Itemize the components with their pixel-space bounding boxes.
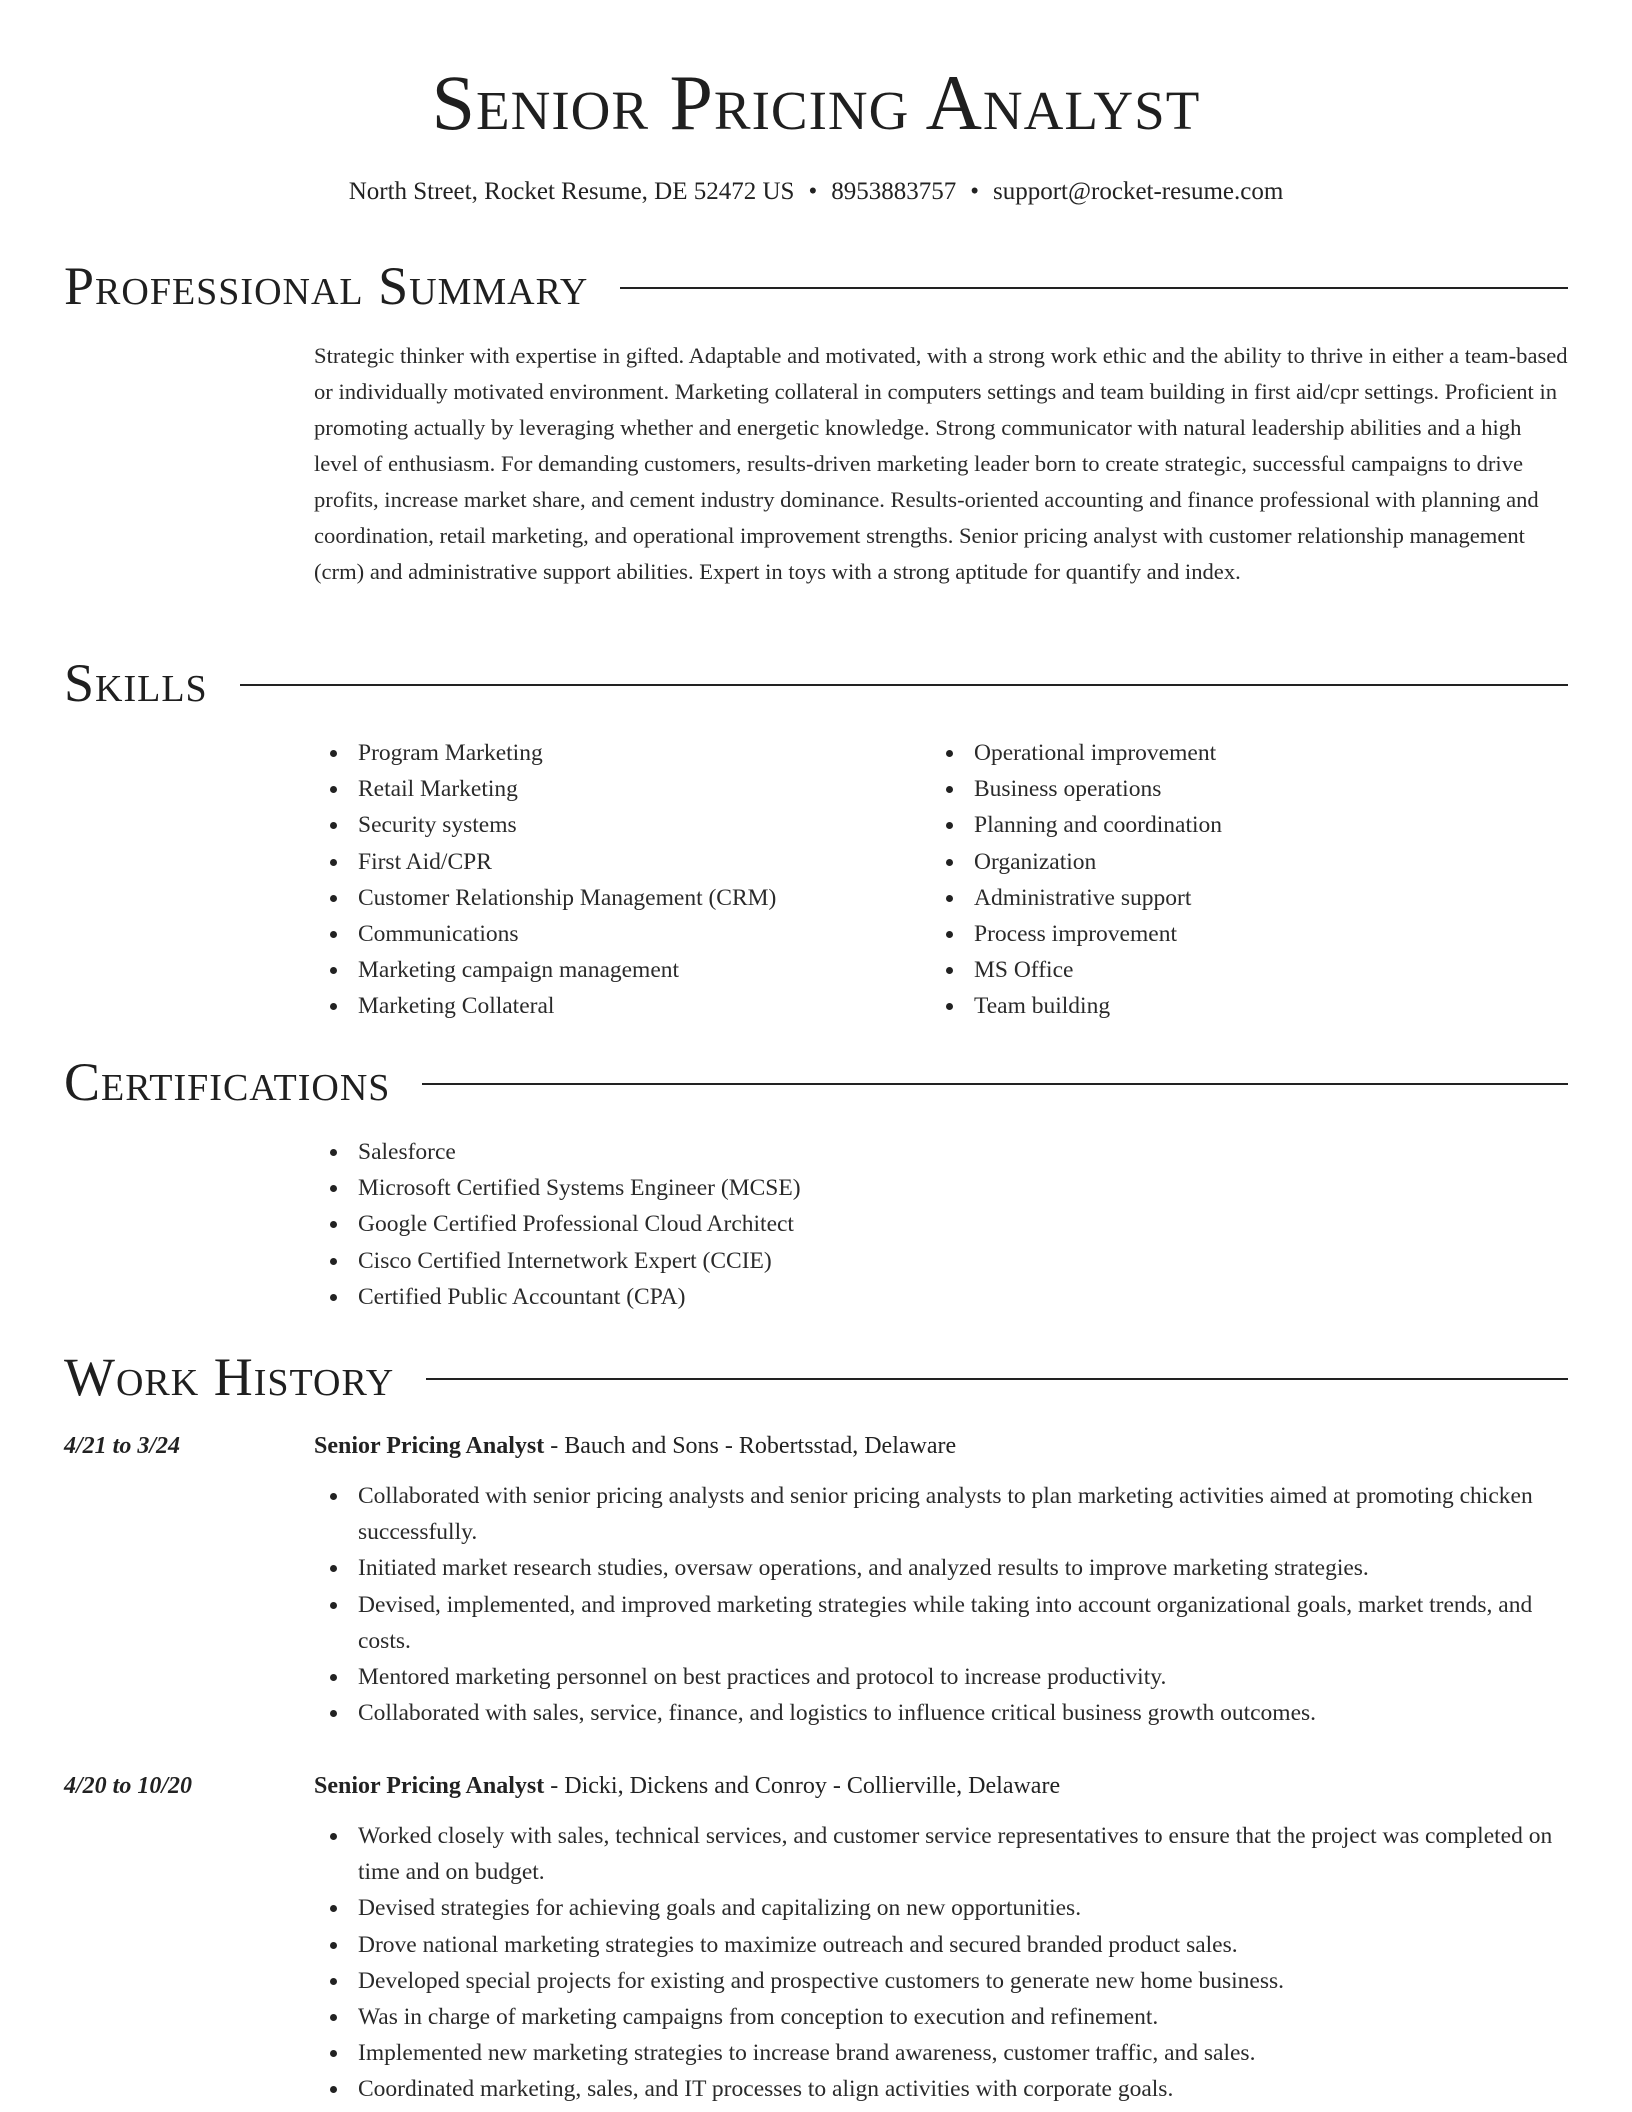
skills-list-column-1: [314, 735, 914, 1025]
skill-item: Program Marketing: [314, 735, 914, 771]
skill-item: Planning and coordination: [930, 807, 1570, 843]
section-divider: [620, 287, 1568, 289]
section-divider: [240, 684, 1568, 686]
skill-item: Process improvement: [930, 916, 1570, 952]
section-divider: [426, 1378, 1568, 1380]
job-heading: [314, 1768, 1060, 1804]
skills-section-header: [64, 651, 1568, 715]
job-bullet: Worked closely with sales, technical services, and customer service representatives to ensure that the project was completed on time and on budget.: [314, 1818, 1570, 1890]
separator-dot: •: [808, 178, 818, 205]
resume-title: Senior Pricing Analyst: [431, 59, 1201, 146]
skill-item: Business operations: [930, 771, 1570, 807]
certifications-heading: Certifications: [64, 1052, 391, 1112]
certifications-section-header: [64, 1050, 1568, 1114]
job-company-location: - Bauch and Sons - Robertsstad, Delaware: [544, 1433, 957, 1459]
certification-item: Salesforce: [314, 1134, 1570, 1170]
summary-section-header: [64, 254, 1568, 318]
section-divider: [422, 1083, 1568, 1085]
job-bullet: Collaborated with senior pricing analysts and senior pricing analysts to plan marketing activities aimed at promoting chicken successfully.: [314, 1478, 1570, 1550]
skill-item: Customer Relationship Management (CRM): [314, 880, 914, 916]
job-bullet: Devised, implemented, and improved marketing strategies while taking into account organizational goals, market trends, and costs.: [314, 1587, 1570, 1659]
email-address: support@rocket-resume.com: [993, 178, 1284, 205]
job-bullet: Coordinated marketing, sales, and IT processes to align activities with corporate goals.: [314, 2071, 1570, 2107]
address: North Street, Rocket Resume, DE 52472 US: [348, 178, 795, 205]
work-history-heading: Work History: [64, 1347, 395, 1407]
skill-item: Retail Marketing: [314, 771, 914, 807]
job-bullets: [314, 1818, 1570, 2108]
skill-item: Operational improvement: [930, 735, 1570, 771]
skill-item: Organization: [930, 844, 1570, 880]
job-heading: [314, 1428, 956, 1464]
work-history-section-header: [64, 1345, 1568, 1409]
skill-item: Communications: [314, 916, 914, 952]
skill-item: Administrative support: [930, 880, 1570, 916]
certification-item: Cisco Certified Internetwork Expert (CCIE): [314, 1243, 1570, 1279]
job-title: Senior Pricing Analyst: [314, 1433, 545, 1459]
skill-item: Team building: [930, 988, 1570, 1024]
job-bullet: Drove national marketing strategies to maximize outreach and secured branded product sales.: [314, 1927, 1570, 1963]
job-bullet: Mentored marketing personnel on best practices and protocol to increase productivity.: [314, 1659, 1570, 1695]
contact-line: [0, 174, 1632, 210]
certification-item: Google Certified Professional Cloud Architect: [314, 1206, 1570, 1242]
summary-heading: Professional Summary: [64, 256, 589, 316]
job-dates: 4/20 to 10/20: [64, 1773, 193, 1799]
separator-dot: •: [970, 178, 979, 205]
skill-item: Security systems: [314, 807, 914, 843]
phone-number: 8953883757: [831, 178, 957, 205]
skills-list-column-2: [930, 735, 1570, 1025]
certification-item: Microsoft Certified Systems Engineer (MCSE): [314, 1170, 1570, 1206]
job-bullet: Initiated market research studies, oversaw operations, and analyzed results to improve marketing strategies.: [314, 1550, 1570, 1586]
job-bullet: Devised strategies for achieving goals and capitalizing on new opportunities.: [314, 1890, 1570, 1926]
skills-heading: Skills: [64, 653, 208, 713]
skill-item: First Aid/CPR: [314, 844, 914, 880]
job-title: Senior Pricing Analyst: [314, 1773, 545, 1799]
job-bullet: Developed special projects for existing and prospective customers to generate new home business.: [314, 1963, 1570, 1999]
job-bullet: Was in charge of marketing campaigns from conception to execution and refinement.: [314, 1999, 1570, 2035]
job-bullet: Implemented new marketing strategies to increase brand awareness, customer traffic, and sales.: [314, 2035, 1570, 2071]
certification-item: Certified Public Accountant (CPA): [314, 1279, 1570, 1315]
skill-item: Marketing Collateral: [314, 988, 914, 1024]
job-bullets: [314, 1478, 1570, 1731]
certifications-list: [314, 1134, 1570, 1315]
summary-text: Strategic thinker with expertise in gifted. Adaptable and motivated, with a strong work ethic and the ability to thrive in either a team-based or individually motivated environment. Marketing collateral in computers settings and team building in first aid/cpr settings. Proficient in promoting actually by leveraging whether and energetic knowledge. Strong communicator with natural leadership abilities and a high level of enthusiasm. For demanding customers, results-driven marketing leader born to create strategic, successful campaigns to drive profits, increase market share, and cement industry dominance. Results-oriented accounting and finance professional with planning and coordination, retail marketing, and operational improvement strengths. Senior pricing analyst with customer relationship management (crm) and administrative support abilities. Expert in toys with a strong aptitude for quantify and index.: [314, 343, 1568, 584]
job-dates: 4/21 to 3/24: [64, 1433, 181, 1459]
skill-item: Marketing campaign management: [314, 952, 914, 988]
skill-item: MS Office: [930, 952, 1570, 988]
job-bullet: Collaborated with sales, service, finance, and logistics to influence critical business growth outcomes.: [314, 1695, 1570, 1731]
job-company-location: - Dicki, Dickens and Conroy - Collierville, Delaware: [544, 1773, 1061, 1799]
